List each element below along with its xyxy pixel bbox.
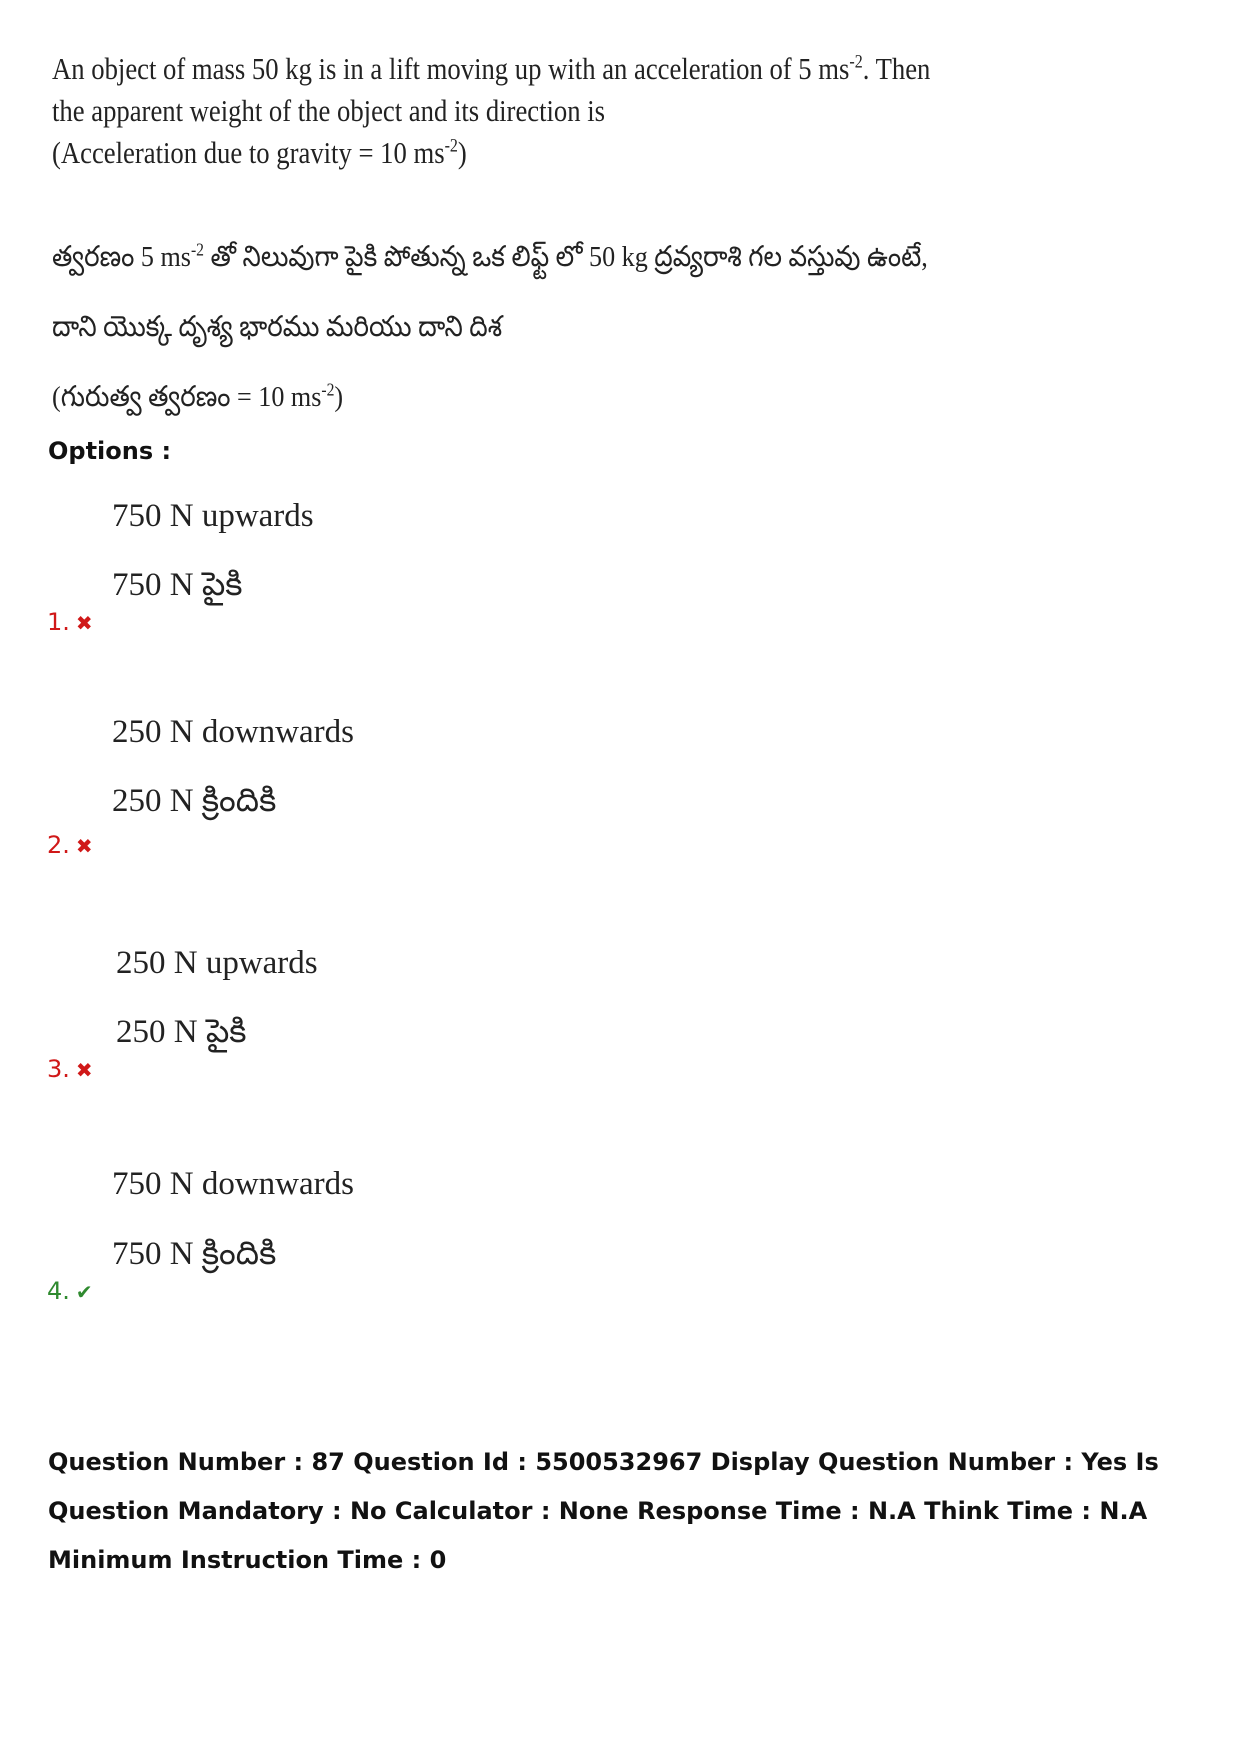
question-english-line-2: the apparent weight of the object and its direction is: [52, 93, 606, 128]
cross-icon: ✖: [75, 611, 93, 635]
question-telugu-line-1-text: త్వరణం 5 ms: [52, 241, 191, 273]
superscript-exponent: -2: [190, 239, 205, 260]
option-2-english: 250 N downwards: [112, 714, 354, 750]
superscript-exponent: -2: [849, 51, 863, 73]
question-telugu-line-3: [52, 362, 862, 432]
options-label: Options :: [48, 437, 172, 465]
option-4-english: 750 N downwards: [112, 1166, 354, 1202]
question-telugu: [52, 222, 952, 432]
cross-icon: ✖: [75, 834, 93, 858]
question-telugu-line-1: [52, 222, 928, 292]
cross-icon: ✖: [75, 1058, 93, 1082]
superscript-exponent: -2: [444, 135, 458, 157]
option-2-number[interactable]: [47, 831, 93, 859]
question-english-line-3-text: (Acceleration due to gravity = 10 ms: [52, 135, 445, 170]
option-4-telugu: 750 N క్రిందికి: [112, 1236, 277, 1272]
option-3-number-text: 3.: [47, 1055, 70, 1083]
option-1-number-text: 1.: [47, 608, 70, 636]
question-metadata: Question Number : 87 Question Id : 5500532967 Display Question Number : Yes Is Question Mandatory : No Calculator : None Response Time : N.A Think Time : N.A Minimum Instruction Time : 0: [48, 1448, 1159, 1574]
option-2-number-text: 2.: [47, 831, 70, 859]
option-4-number[interactable]: [47, 1277, 93, 1305]
option-4-number-text: 4.: [47, 1277, 70, 1305]
question-english-line-1-text: An object of mass 50 kg is in a lift moving up with an acceleration of 5 ms: [52, 51, 850, 86]
superscript-exponent: -2: [321, 379, 335, 400]
question-english: [52, 48, 952, 174]
question-telugu-line-2: దాని యొక్క దృశ్య భారము మరియు దాని దిశ: [52, 311, 503, 343]
option-1-english: 750 N upwards: [112, 498, 314, 534]
option-3-telugu: 250 N పైకి: [116, 1014, 247, 1050]
question-english-line-1-tail: . Then: [862, 51, 931, 86]
option-3-english: 250 N upwards: [116, 945, 318, 981]
question-telugu-line-3-tail: ): [334, 381, 344, 413]
question-english-line-1: [52, 48, 931, 90]
option-3-number[interactable]: [47, 1055, 93, 1083]
option-2-telugu: 250 N క్రిందికి: [112, 783, 277, 819]
question-english-line-3: [52, 132, 826, 174]
question-telugu-line-1-tail: తో నిలువుగా పైకి పోతున్న ఒక లిఫ్ట్ లో 50 kg ద్రవ్యరాశి గల వస్తువు ఉంటే,: [204, 241, 928, 273]
check-icon: ✔: [75, 1280, 93, 1304]
option-1-telugu: 750 N పైకి: [112, 567, 243, 603]
option-1-number[interactable]: [47, 608, 93, 636]
question-english-line-3-tail: ): [457, 135, 467, 170]
question-telugu-line-3-text: (గురుత్వ త్వరణం = 10 ms: [52, 381, 322, 413]
